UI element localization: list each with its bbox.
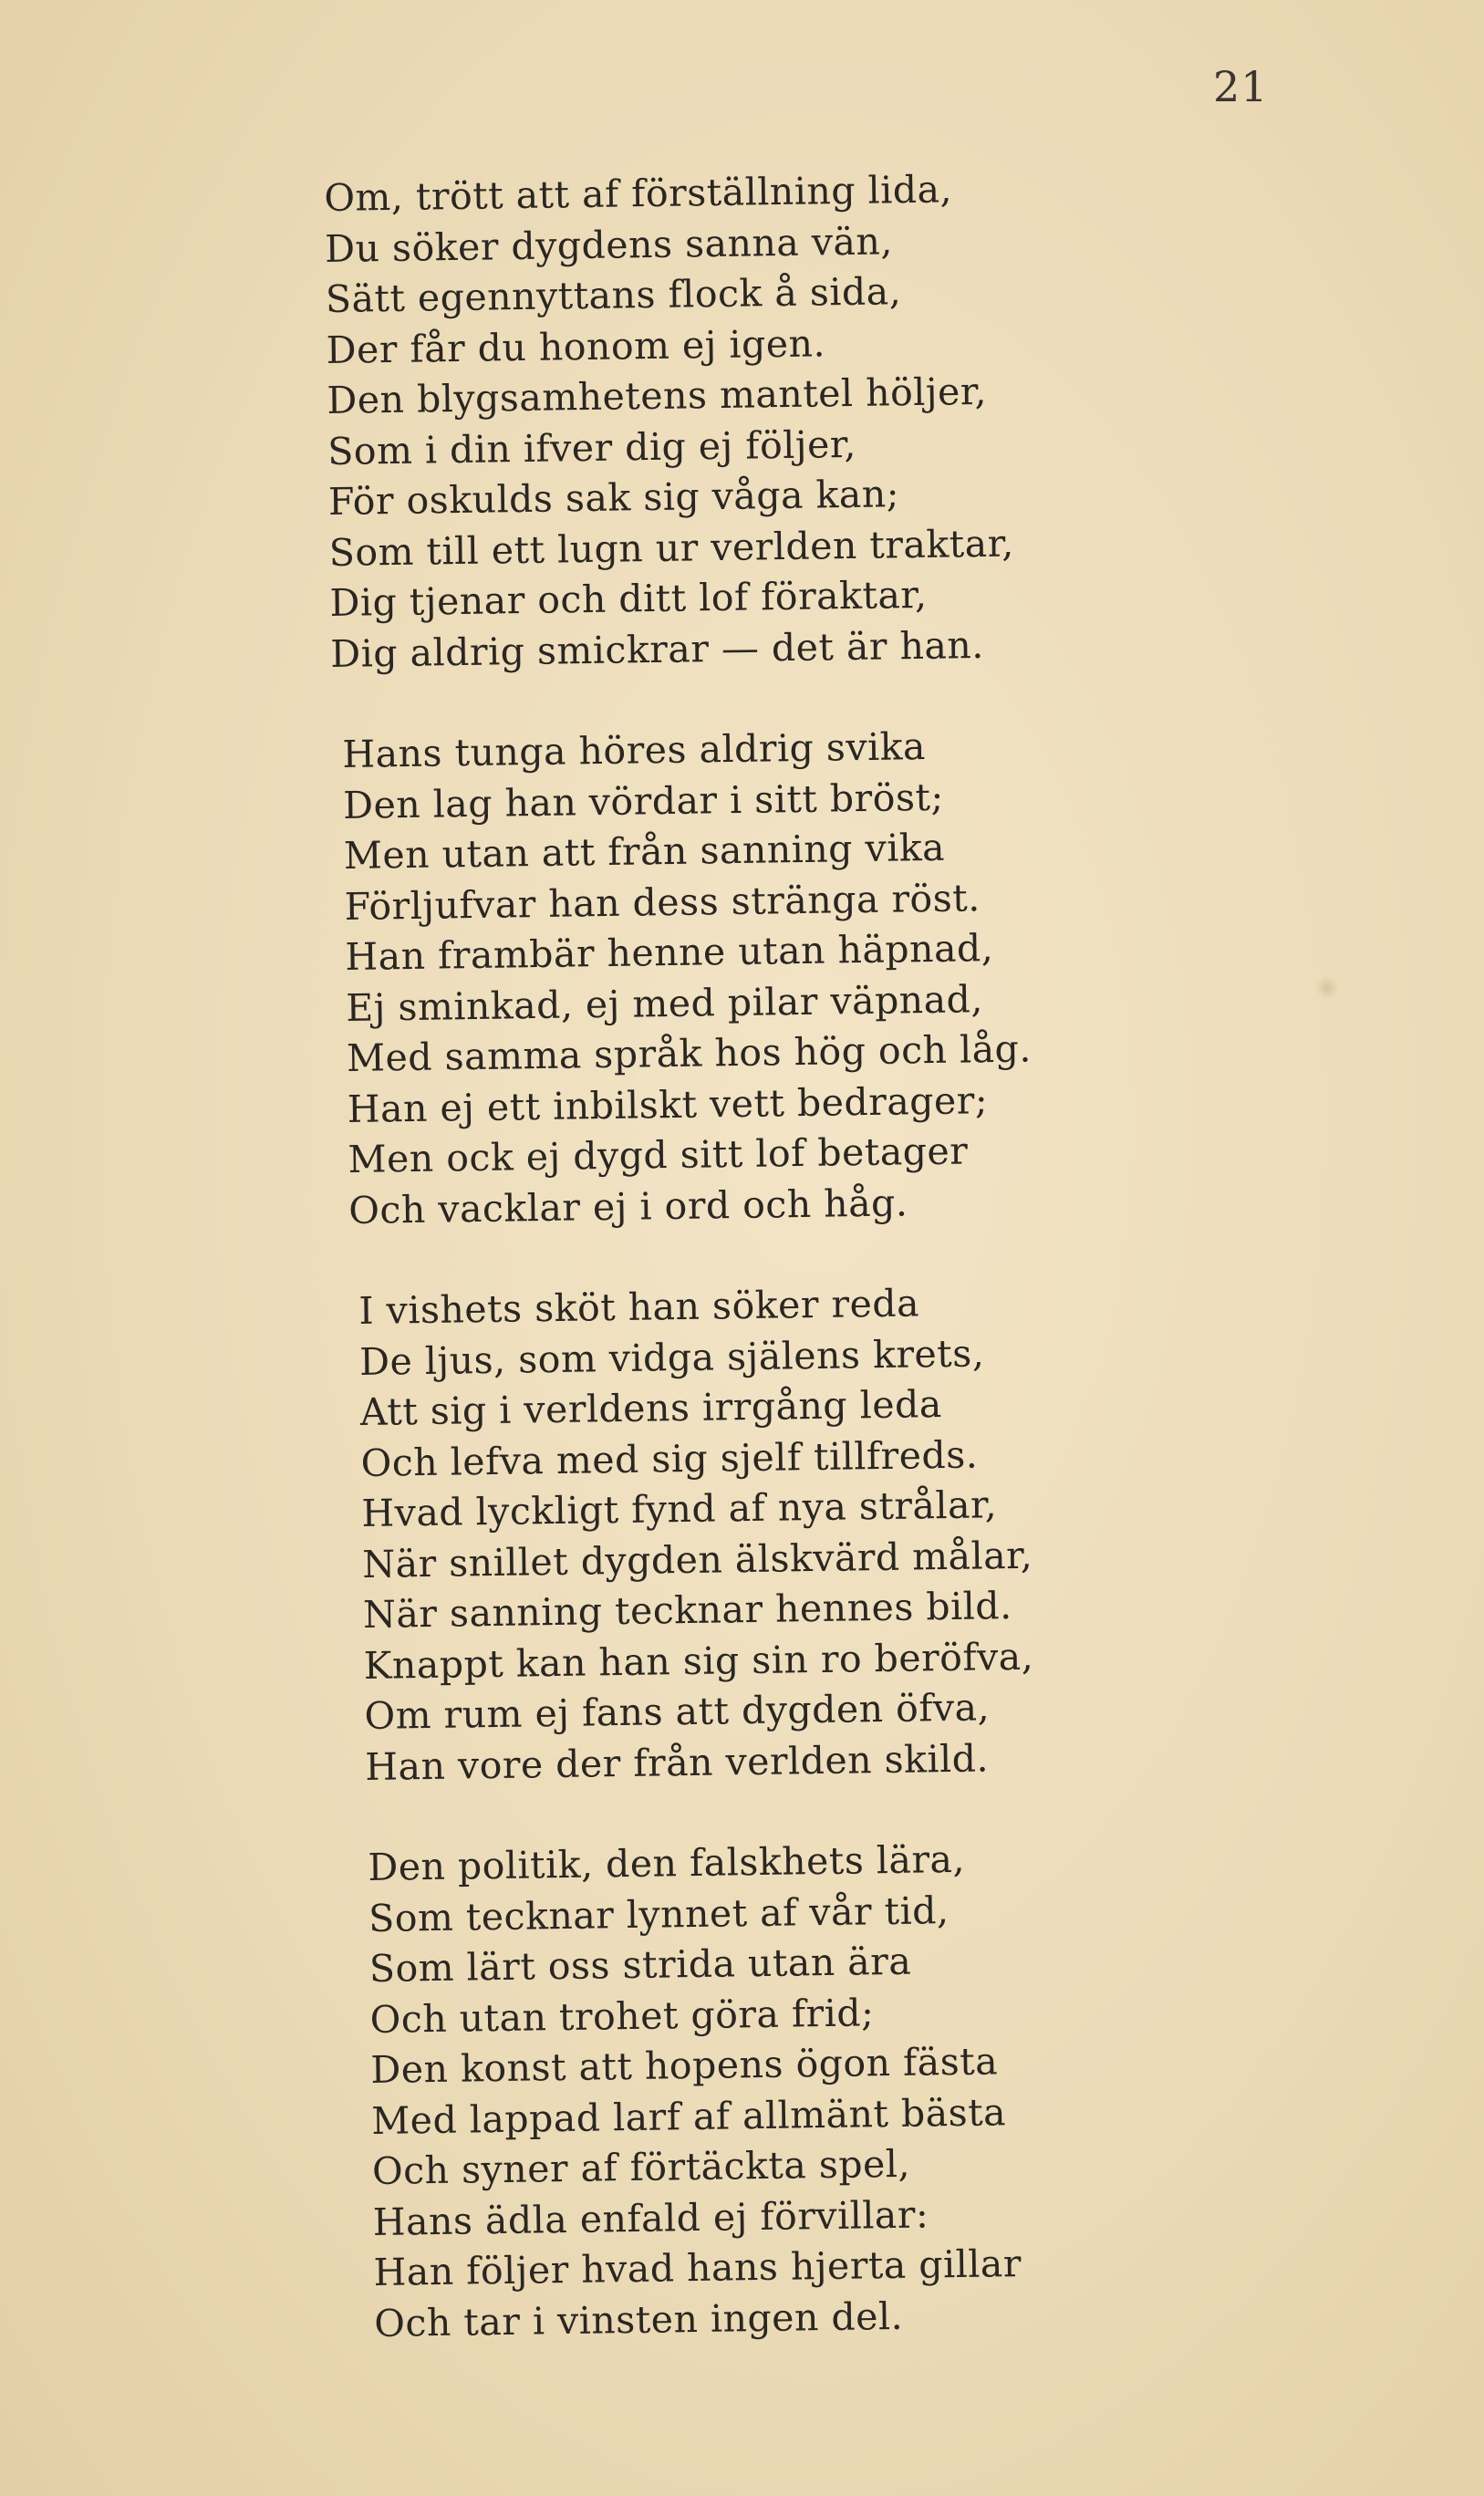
poem-line: Förljufvar han dess stränga röst. bbox=[344, 875, 981, 929]
poem-line: När snillet dygden älskvärd målar, bbox=[361, 1533, 1033, 1586]
poem-line: Om, trött att af förställning lida, bbox=[324, 167, 953, 220]
poem-line: Men utan att från sanning vika bbox=[343, 825, 946, 878]
poem-line: Sätt egennyttans flock å sida, bbox=[325, 269, 902, 321]
poem-line: Den blygsamhetens mantel höljer, bbox=[327, 369, 988, 422]
poem-line: När sanning tecknar hennes bild. bbox=[362, 1584, 1012, 1637]
poem-line: Hvad lyckligt fynd af nya strålar, bbox=[361, 1482, 998, 1535]
poem-line: Hans tunga höres aldrig svika bbox=[342, 724, 927, 776]
stanza-2 bbox=[342, 717, 1243, 1236]
poem-line: De ljus, som vidga själens krets, bbox=[358, 1330, 985, 1384]
poem-line: Han följer hvad hans hjerta gillar bbox=[373, 2241, 1022, 2294]
poem-line: Som till ett lugn ur verlden traktar, bbox=[328, 520, 1015, 575]
poem-line: Der får du honom ej igen. bbox=[326, 320, 826, 372]
poem-line: Den politik, den falskhets lära, bbox=[368, 1836, 966, 1889]
poem-line: Som tecknar lynnet af vår tid, bbox=[368, 1888, 950, 1940]
poem-line: Och vacklar ej i ord och håg. bbox=[348, 1180, 908, 1232]
paper-stain bbox=[1315, 976, 1339, 1000]
poem-line: För oskulds sak sig våga kan; bbox=[327, 472, 900, 524]
poem-line: Dig aldrig smickrar — det är han. bbox=[330, 622, 985, 676]
stanza-4 bbox=[368, 1831, 1243, 2349]
poem-line: Att sig i verldens irrgång leda bbox=[359, 1382, 943, 1434]
poem-line: Med lappad larf af allmänt bästa bbox=[370, 2089, 1007, 2143]
poem-line: Med samma språk hos hög och låg. bbox=[346, 1026, 1033, 1080]
poem-line: Om rum ej fans att dygden öfva, bbox=[364, 1685, 991, 1738]
poem-line: Och tar i vinsten ingen del. bbox=[374, 2293, 904, 2345]
poem-line: Den lag han vördar i sitt bröst; bbox=[342, 775, 945, 827]
poem-line: Hans ädla enfald ej förvillar: bbox=[372, 2191, 929, 2244]
stanza-1 bbox=[324, 161, 1243, 680]
poem-line: Han ej ett inbilskt vett bedrager; bbox=[347, 1077, 989, 1131]
poem-line: Du söker dygdens sanna vän, bbox=[324, 218, 894, 271]
poem-line: Som lärt oss strida utan ära bbox=[368, 1939, 912, 1991]
poem-line: Dig tjenar och ditt lof föraktar, bbox=[329, 572, 928, 625]
poem-line: Den konst att hopens ögon fästa bbox=[370, 2039, 999, 2092]
poem-line: Han frambär henne utan häpnad, bbox=[345, 926, 994, 979]
poem-line: Som i din ifver dig ej följer, bbox=[327, 421, 857, 473]
poem-line: Han vore der från verlden skild. bbox=[365, 1735, 990, 1789]
poem-line: Och syner af förtäckta spel, bbox=[371, 2141, 911, 2193]
stanza-3 bbox=[358, 1274, 1243, 1793]
poem-line: Men ock ej dygd sitt lof betager bbox=[348, 1128, 969, 1181]
poem-line: Och utan trohet göra frid; bbox=[369, 1990, 875, 2042]
poem-line: I vishets sköt han söker reda bbox=[358, 1281, 920, 1333]
poem bbox=[324, 167, 1236, 2399]
page-number: 21 bbox=[1213, 62, 1269, 111]
poem-line: Och lefva med sig sjelf tillfreds. bbox=[360, 1432, 979, 1485]
poem-line: Knappt kan han sig sin ro beröfva, bbox=[363, 1634, 1034, 1688]
poem-line: Ej sminkad, ej med pilar väpnad, bbox=[345, 976, 984, 1030]
